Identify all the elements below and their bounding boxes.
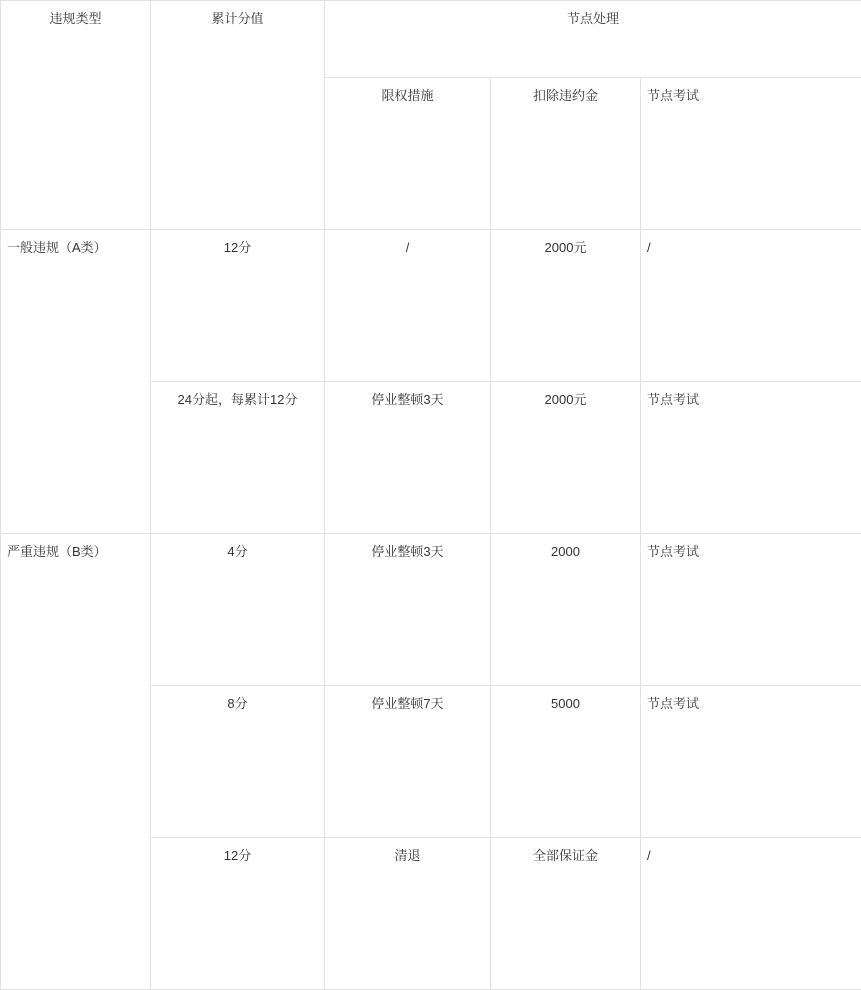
header-node-exam: 节点考试 (641, 78, 861, 230)
header-violation-type: 违规类型 (1, 1, 151, 230)
header-restriction-measures: 限权措施 (325, 78, 491, 230)
group-label-a: 一般违规（A类） (1, 230, 151, 534)
header-node-handling: 节点处理 (325, 1, 861, 78)
table-row (1, 534, 861, 686)
cell-restriction: 停业整顿3天 (325, 534, 491, 686)
table-row (1, 230, 861, 382)
cell-score: 12分 (151, 838, 325, 990)
cell-node-exam: / (641, 838, 861, 990)
table-header-row-top (1, 1, 861, 78)
header-cumulative-score: 累计分值 (151, 1, 325, 230)
cell-node-exam: / (641, 230, 861, 382)
group-label-b: 严重违规（B类） (1, 534, 151, 990)
cell-score: 24分起，每累计12分 (151, 382, 325, 534)
cell-penalty: 2000 (491, 534, 641, 686)
cell-score: 12分 (151, 230, 325, 382)
cell-restriction: 停业整顿3天 (325, 382, 491, 534)
cell-score: 4分 (151, 534, 325, 686)
header-penalty-deduction: 扣除违约金 (491, 78, 641, 230)
cell-penalty: 全部保证金 (491, 838, 641, 990)
cell-node-exam: 节点考试 (641, 534, 861, 686)
cell-node-exam: 节点考试 (641, 382, 861, 534)
cell-penalty: 2000元 (491, 382, 641, 534)
cell-penalty: 5000 (491, 686, 641, 838)
cell-node-exam: 节点考试 (641, 686, 861, 838)
cell-restriction: / (325, 230, 491, 382)
cell-restriction: 清退 (325, 838, 491, 990)
cell-restriction: 停业整顿7天 (325, 686, 491, 838)
cell-score: 8分 (151, 686, 325, 838)
cell-penalty: 2000元 (491, 230, 641, 382)
